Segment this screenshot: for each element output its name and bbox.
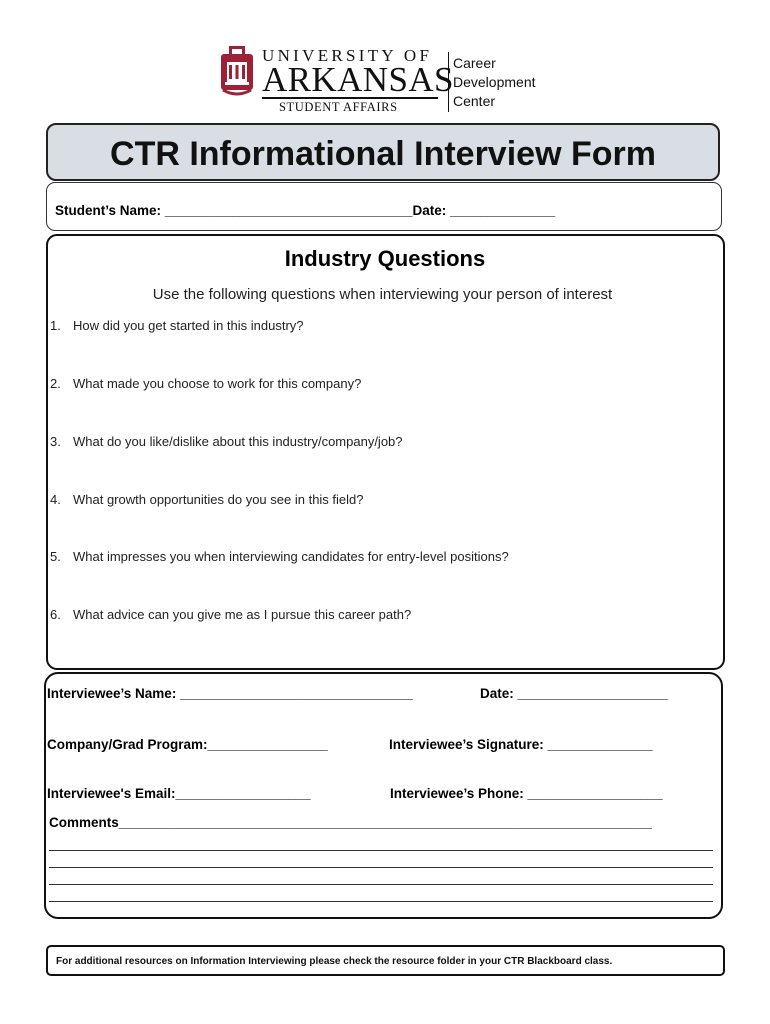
question-text: How did you get started in this industry? [73, 318, 304, 333]
comment-line[interactable] [49, 901, 713, 902]
student-date-field[interactable]: Date: ______________ [412, 203, 556, 218]
student-name-field[interactable]: Student’s Name: _________________________________ [55, 203, 413, 218]
question-item [50, 318, 304, 333]
comment-line[interactable] [49, 884, 713, 885]
questions-heading: Industry Questions [284, 246, 486, 271]
question-text: What impresses you when interviewing candidates for entry-level positions? [73, 549, 509, 564]
state-line: ARKANSAS [262, 60, 454, 99]
question-item [50, 549, 509, 564]
career-center-name [453, 54, 536, 111]
form-title: CTR Informational Interview Form [110, 135, 656, 173]
university-line: UNIVERSITY OF [262, 46, 433, 65]
student-info-row [55, 203, 555, 218]
question-text: What growth opportunities do you see in this field? [73, 492, 364, 507]
question-text: What made you choose to work for this company? [73, 376, 362, 391]
comments-field[interactable]: Comments_______________________________________________________________________ [49, 815, 652, 830]
question-number: 1. [50, 318, 61, 333]
question-item [50, 492, 364, 507]
student-info-box [46, 182, 722, 231]
question-number: 5. [50, 549, 61, 564]
question-text: What do you like/dislike about this industry/company/job? [73, 434, 403, 449]
question-number: 6. [50, 607, 61, 622]
question-item [50, 376, 361, 391]
footer-note: For additional resources on Information Interviewing please check the resource folder in your CTR Blackboard class. [56, 956, 613, 967]
question-item [50, 434, 403, 449]
affairs-line: STUDENT AFFAIRS [279, 100, 398, 114]
company-field[interactable]: Company/Grad Program:________________ [47, 737, 328, 752]
logo-vertical-divider [448, 52, 449, 112]
university-seal-icon [217, 44, 257, 98]
interviewee-date-field[interactable]: Date: ____________________ [480, 686, 668, 701]
center-line-1: Career [453, 55, 496, 71]
question-number: 3. [50, 434, 61, 449]
questions-subheading: Use the following questions when interviewing your person of interest [152, 286, 613, 303]
comment-line[interactable] [49, 850, 713, 851]
title-banner [46, 123, 720, 181]
comment-line[interactable] [49, 867, 713, 868]
center-line-3: Center [453, 93, 496, 109]
center-line-2: Development [453, 74, 536, 90]
signature-field[interactable]: Interviewee’s Signature: ______________ [389, 737, 653, 752]
question-number: 2. [50, 376, 61, 391]
question-number: 4. [50, 492, 61, 507]
logo-divider [262, 97, 438, 99]
footer-note-box [46, 945, 725, 976]
interviewee-name-field[interactable]: Interviewee’s Name: _______________________________ [47, 686, 413, 701]
phone-field[interactable]: Interviewee’s Phone: __________________ [390, 786, 663, 801]
question-text: What advice can you give me as I pursue this career path? [73, 607, 412, 622]
email-field[interactable]: Interviewee's Email:__________________ [47, 786, 311, 801]
question-item [50, 607, 411, 622]
university-logo [217, 44, 557, 116]
